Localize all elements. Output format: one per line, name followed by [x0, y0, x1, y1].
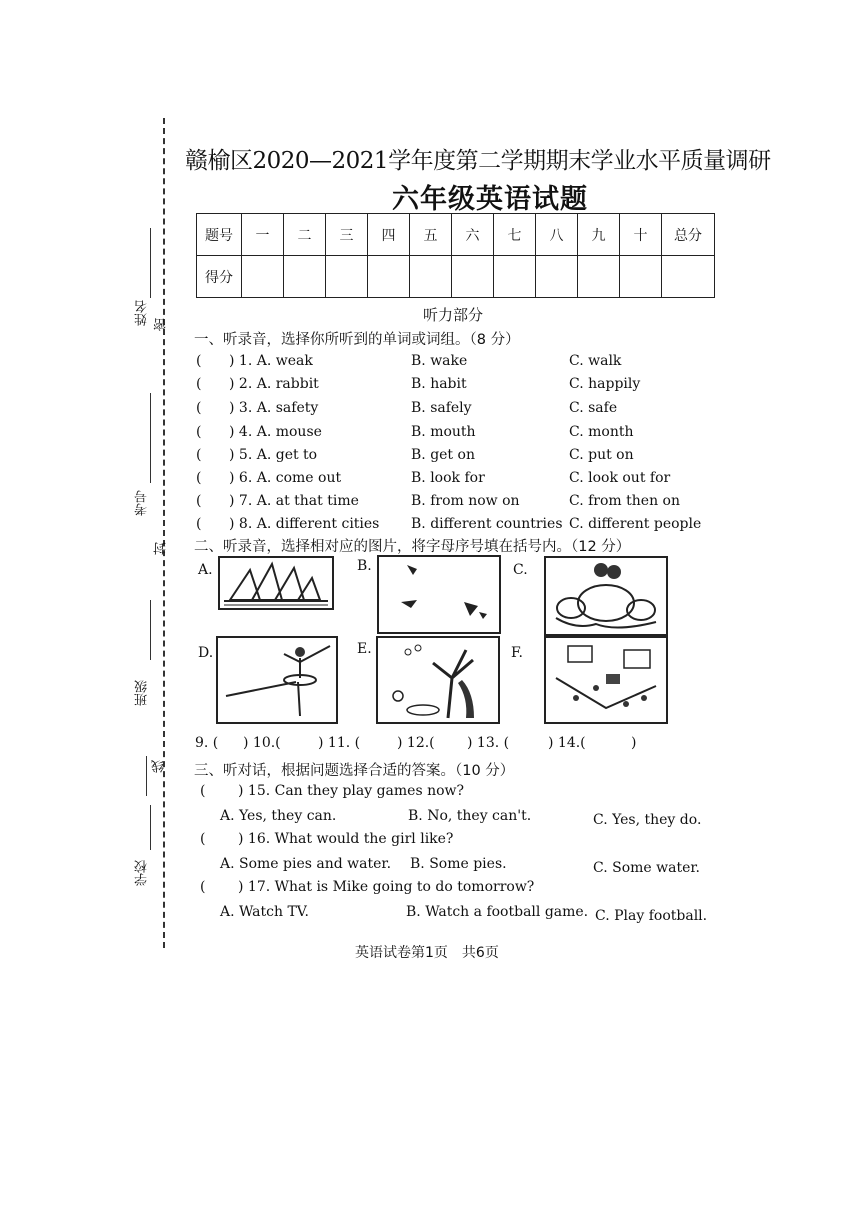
q15-text: ) 15. Can they play games now? — [238, 783, 465, 799]
total-header: 总分 — [662, 214, 715, 256]
answer-14-close: ) — [631, 735, 637, 751]
q17-option-a: A. Watch TV. — [220, 904, 309, 920]
q16-option-a: A. Some pies and water. — [220, 856, 392, 872]
binding-mark-feng: 封 — [154, 542, 169, 555]
picture-label-b: B. — [357, 558, 372, 574]
picture-label-e: E. — [357, 641, 372, 657]
q15-option-c: C. Yes, they do. — [593, 812, 702, 828]
column-3: 三 — [326, 214, 368, 256]
q15-option-a: A. Yes, they can. — [220, 808, 337, 824]
score-cell[interactable] — [242, 256, 284, 298]
question-number-header: 题号 — [197, 214, 242, 256]
column-8: 八 — [536, 214, 578, 256]
answer-10[interactable]: ) 10.( — [243, 735, 281, 751]
q17-option-b: B. Watch a football game. — [406, 904, 589, 920]
exam-number-underline — [150, 393, 151, 483]
answer-9[interactable]: 9. ( — [195, 735, 219, 751]
question-row: ( ) 1. A. weak B. wake C. walk — [196, 353, 622, 369]
score-cell[interactable] — [368, 256, 410, 298]
exam-number-label: 考号 — [135, 490, 150, 516]
column-2: 二 — [284, 214, 326, 256]
answer-11[interactable]: ) 11. ( — [318, 735, 361, 751]
picture-label-a: A. — [198, 562, 213, 578]
fruit-vegetables-picture — [544, 556, 668, 636]
column-4: 四 — [368, 214, 410, 256]
q17-paren[interactable]: ( — [200, 879, 206, 895]
exam-subtitle: 六年级英语试题 — [392, 184, 588, 215]
section1-heading: 一、听录音，选择你所听到的单词或词组。（8 分） — [194, 332, 520, 348]
answer-13[interactable]: ) 13. ( — [467, 735, 510, 751]
score-cell[interactable] — [410, 256, 452, 298]
score-cell[interactable] — [494, 256, 536, 298]
messy-room-picture — [544, 636, 668, 724]
name-underline — [150, 228, 151, 298]
score-cell[interactable] — [536, 256, 578, 298]
binding-mark-xian: 线 — [152, 760, 167, 773]
question-row: ( ) 7. A. at that time B. from now on C. from then on — [196, 493, 680, 509]
q16-option-c: C. Some water. — [593, 860, 700, 876]
score-cell[interactable] — [578, 256, 620, 298]
picture-label-f: F. — [511, 645, 523, 661]
q16-text: ) 16. What would the girl like? — [238, 831, 454, 847]
column-9: 九 — [578, 214, 620, 256]
school-label: 学校 — [135, 860, 150, 886]
question-row: ( ) 8. A. different cities B. different countries C. different people — [196, 516, 702, 532]
page-footer: 英语试卷第1页 共6页 — [355, 945, 499, 961]
score-cell[interactable] — [326, 256, 368, 298]
score-row-header: 得分 — [197, 256, 242, 298]
opera-house-picture — [218, 556, 334, 610]
answer-14[interactable]: ) 14.( — [548, 735, 586, 751]
birds-picture — [377, 555, 501, 634]
name-label: 姓名 — [135, 300, 150, 326]
question-row: ( ) 3. A. safety B. safely C. safe — [196, 400, 618, 416]
column-6: 六 — [452, 214, 494, 256]
q15-option-b: B. No, they can't. — [408, 808, 532, 824]
class-underline — [150, 600, 151, 660]
picture-label-d: D. — [198, 645, 214, 661]
class-label: 班级 — [135, 680, 150, 706]
q17-text: ) 17. What is Mike going to do tomorrow? — [238, 879, 535, 895]
binding-mark-mi: 密 — [154, 318, 169, 331]
q17-option-c: C. Play football. — [595, 908, 708, 924]
total-score-cell[interactable] — [662, 256, 715, 298]
score-cell[interactable] — [620, 256, 662, 298]
listening-section-title: 听力部分 — [423, 306, 484, 324]
score-table — [196, 213, 715, 298]
answer-12[interactable]: ) 12.( — [397, 735, 435, 751]
section2-heading: 二、听录音，选择相对应的图片，将字母序号填在括号内。（12 分） — [194, 539, 631, 555]
question-row: ( ) 2. A. rabbit B. habit C. happily — [196, 376, 641, 392]
question-row: ( ) 6. A. come out B. look for C. look out for — [196, 470, 671, 486]
exam-title: 赣榆区2020—2021学年度第二学期期末学业水平质量调研 — [185, 148, 771, 174]
picture-label-c: C. — [513, 562, 528, 578]
score-cell[interactable] — [284, 256, 326, 298]
column-1: 一 — [242, 214, 284, 256]
score-cell[interactable] — [452, 256, 494, 298]
tree-children-picture — [376, 636, 500, 724]
section3-heading: 三、听对话，根据问题选择合适的答案。（10 分） — [194, 763, 515, 779]
question-row: ( ) 5. A. get to B. get on C. put on — [196, 447, 634, 463]
binding-margin-line — [163, 118, 165, 948]
column-7: 七 — [494, 214, 536, 256]
q15-paren[interactable]: ( — [200, 783, 206, 799]
q16-option-b: B. Some pies. — [410, 856, 507, 872]
question-row: ( ) 4. A. mouse B. mouth C. month — [196, 424, 634, 440]
column-10: 十 — [620, 214, 662, 256]
column-5: 五 — [410, 214, 452, 256]
school-underline — [150, 805, 151, 850]
q16-paren[interactable]: ( — [200, 831, 206, 847]
ballet-dancer-picture — [216, 636, 338, 724]
binding-line-stroke — [146, 756, 147, 796]
